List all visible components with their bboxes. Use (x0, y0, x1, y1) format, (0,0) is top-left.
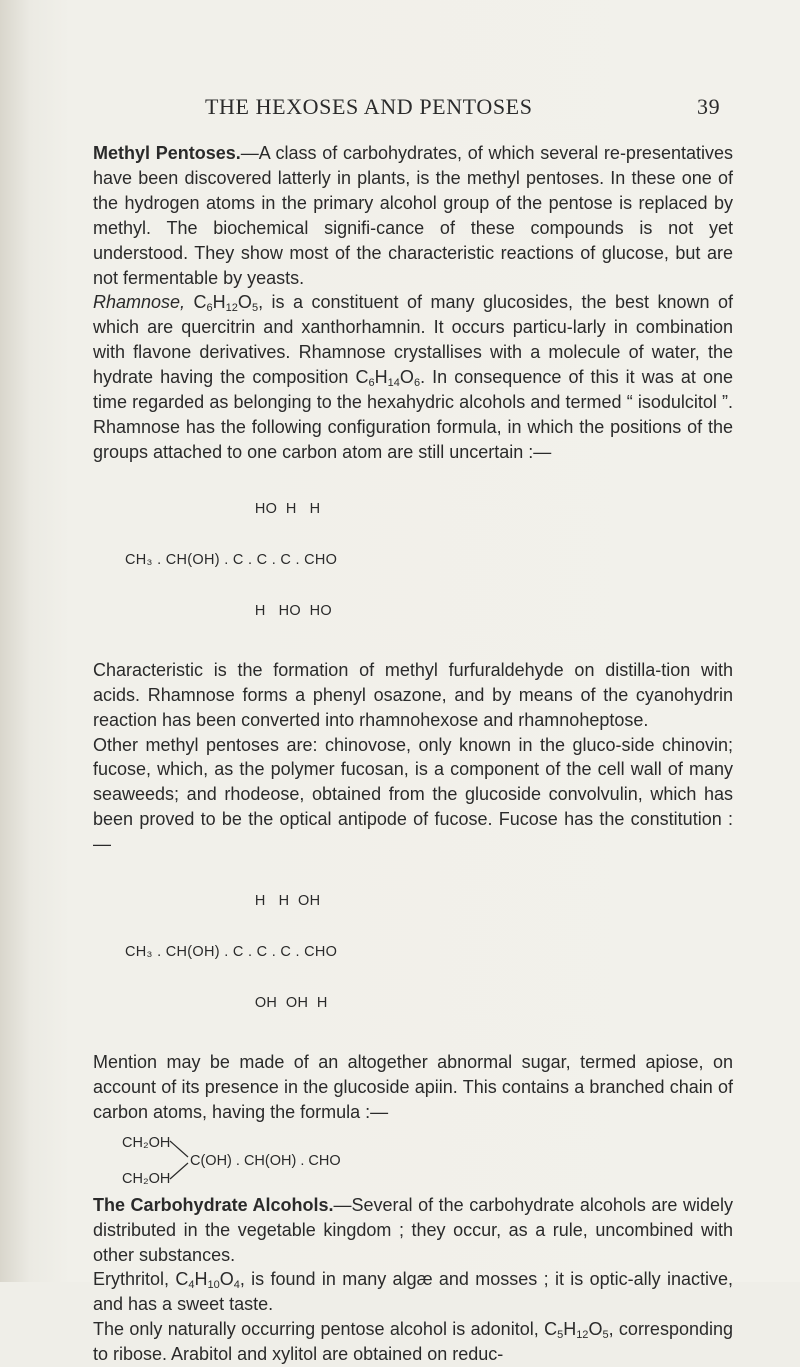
page-number: 39 (697, 94, 721, 119)
formula-h: H (374, 367, 388, 388)
header-title: THE HEXOSES AND PENTOSES (205, 94, 533, 119)
formula-sub: 12 (576, 1329, 589, 1342)
branch-main-chain: C(OH) . CH(OH) . CHO (190, 1152, 341, 1169)
formula-sub: 5 (251, 302, 259, 315)
formula-bottom-row: H HO HO (125, 602, 332, 619)
formula-c: C (175, 1269, 189, 1290)
text-run: , corresponding to ribose. Arabitol and xylitol are obtained on reduc- (93, 1319, 734, 1365)
branch-bottom-group: CH₂OH (122, 1170, 171, 1187)
formula-o: O (399, 367, 414, 388)
heading-methyl-pentoses: Methyl Pentoses. (93, 143, 241, 163)
paragraph-characteristic: Characteristic is the formation of methyl furfuraldehyde on distilla-tion with acids. Rhamnose forms a phenyl osazone, and by means of the cyanohydrin reaction has been converted into rhamnohexose and rhamnoheptose. (93, 659, 733, 730)
apiose-formula (93, 1127, 733, 1189)
formula-sub: 6 (413, 377, 421, 390)
formula-bottom-row: OH OH H (125, 995, 328, 1012)
formula-c: C (193, 292, 207, 313)
term-rhamnose: Rhamnose, (93, 292, 186, 313)
formula-sub: 14 (387, 377, 400, 390)
formula-o: O (219, 1269, 234, 1290)
formula-top-row: H H OH (125, 893, 321, 910)
formula-sub: 6 (368, 377, 375, 390)
formula-sub: 5 (557, 1329, 564, 1342)
formula-main-row: CH₃ . CH(OH) . C . C . C . CHO (125, 551, 338, 568)
running-header (0, 94, 800, 124)
paragraph-other-methyl-pentoses: Other methyl pentoses are: chinovose, only known in the gluco-side chinovin; fucose, which, as the polymer fucosan, is a component of the cell wall of many seaweeds; and rhodeose, obtained from the glucoside convolvulin, which has been proved to be the optical antipode of fucose. Fucose has the constitution :— (93, 734, 733, 855)
paragraph-rhamnose (93, 290, 733, 464)
formula-main-row: CH₃ . CH(OH) . C . C . C . CHO (125, 944, 338, 961)
paragraph-methyl-pentoses (93, 141, 733, 290)
heading-carbohydrate-alcohols: The Carbohydrate Alcohols. (93, 1194, 334, 1215)
formula-sub: 6 (206, 302, 213, 315)
text-run: —A class of carbohydrates, of which several re-presentatives have been discovered latterly in plants, is the methyl pentoses. In these one of the hydrogen atoms in the primary alcohol group of the pentose is replaced by methyl. The biochemical signifi-cance of these compounds is not yet understood. They show most of the characteristic reactions of glucose, but are not fermentable by yeasts. (93, 143, 733, 288)
body-text (93, 141, 733, 1367)
formula-sub: 10 (207, 1279, 220, 1292)
formula-o: O (588, 1319, 603, 1340)
paragraph-apiose: Mention may be made of an altogether abnormal sugar, termed apiose, on account of its presence in the glucoside apiin. This contains a branched chain of carbon atoms, having the formula :— (93, 1052, 733, 1122)
paragraph-carbohydrate-alcohols (93, 1193, 733, 1268)
text-run: . In consequence of this it was at one time regarded as belonging to the hexahydric alcohols and termed “ isodulcitol ”. Rhamnose has the following configuration formula, in which the positions of the groups attached to one carbon atom are still uncertain :— (93, 367, 734, 462)
formula-o: O (237, 292, 252, 313)
formula-h: H (212, 292, 226, 313)
formula-sub: 4 (188, 1279, 195, 1292)
paragraph-erythritol (93, 1267, 733, 1317)
branch-top-group: CH₂OH (122, 1134, 171, 1151)
formula-c: C (544, 1319, 558, 1340)
formula-sub: 5 (602, 1329, 609, 1342)
text-run: The only naturally occurring pentose alcohol is adonitol, (93, 1319, 545, 1340)
paragraph-adonitol (93, 1317, 733, 1367)
formula-sub: 4 (233, 1279, 240, 1292)
text-run: , is found in many algæ and mosses ; it is optic-ally inactive, and has a sweet taste. (93, 1269, 733, 1315)
formula-h: H (194, 1269, 208, 1290)
fucose-formula (93, 859, 733, 1046)
rhamnose-formula (93, 467, 733, 654)
text-run: —Several of the carbohydrate alcohols are widely distributed in the vegetable kingdom ; they occur, as a rule, uncombined with other substances. (93, 1194, 733, 1265)
branch-bond-lines (168, 1137, 192, 1183)
formula-c: C (355, 367, 369, 388)
formula-h: H (563, 1319, 577, 1340)
formula-top-row: HO H H (125, 500, 321, 517)
formula-sub: 12 (225, 302, 238, 315)
text-run: , is a constituent of many glucosides, the best known of which are quercitrin and xanthorhamnin. It occurs particu-larly in combination with flavone derivatives. Rhamnose crystallises with a molecule of water, the hydrate having the composition (93, 292, 733, 388)
text-run: Erythritol, (93, 1269, 176, 1290)
